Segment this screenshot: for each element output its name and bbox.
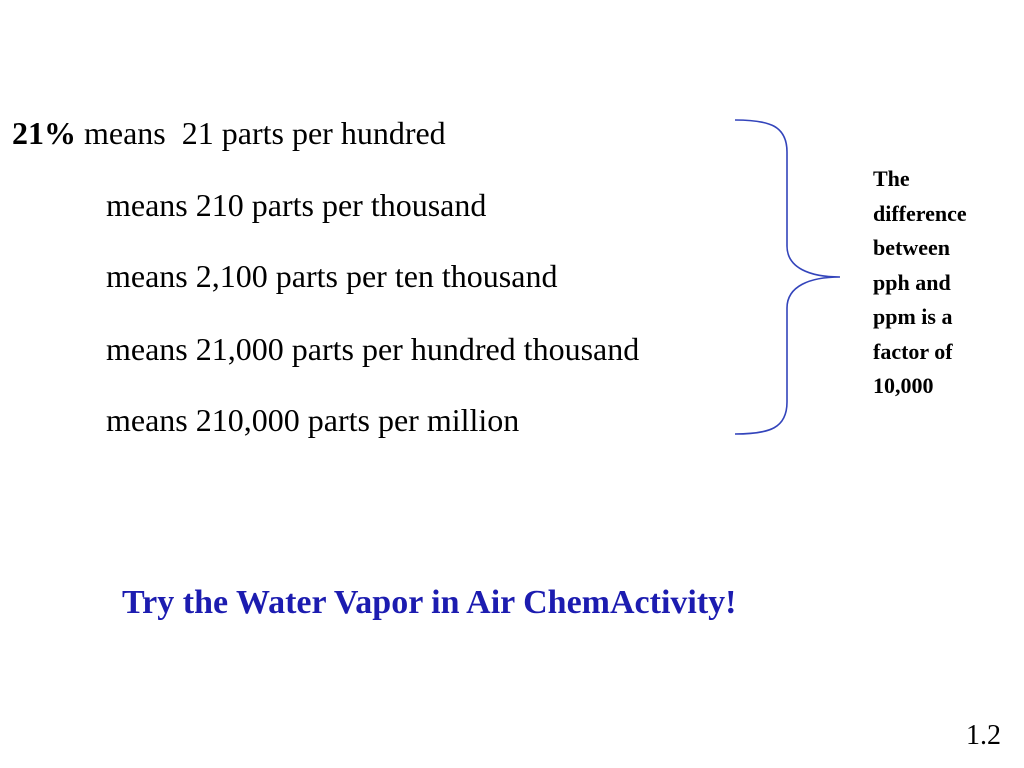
per-hundred-text: means 21 parts per hundred: [76, 115, 446, 151]
right-curly-brace: [730, 112, 845, 442]
line-per-ten-thousand: means 2,100 parts per ten thousand: [106, 258, 558, 294]
line-per-hundred-thousand: means 21,000 parts per hundred thousand: [106, 331, 640, 367]
difference-note: The difference between pph and ppm is a factor of 10,000: [873, 166, 967, 398]
line-percent-per-hundred: [12, 115, 446, 151]
chemactivity-prompt: Try the Water Vapor in Air ChemActivity!: [122, 584, 737, 621]
line-per-million: means 210,000 parts per million: [106, 402, 520, 438]
slide-number: 1.2: [966, 720, 1001, 751]
brace-path: [735, 120, 840, 434]
percent-value: 21%: [12, 115, 76, 151]
line-per-thousand: means 210 parts per thousand: [106, 187, 487, 223]
